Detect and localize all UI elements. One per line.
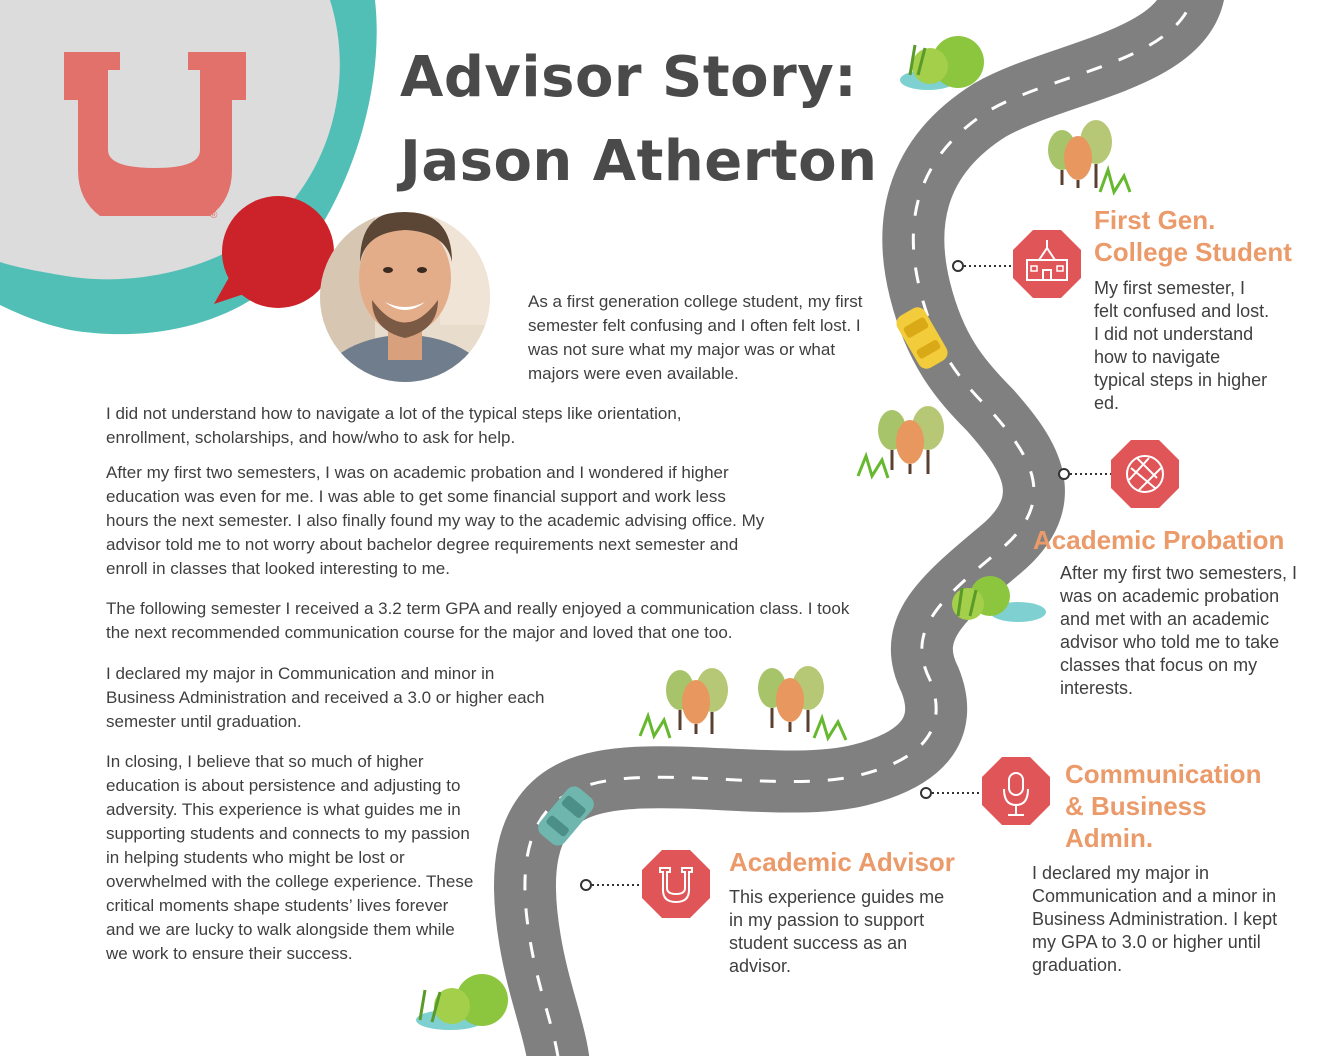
milestone-advisor-title: Academic Advisor bbox=[729, 847, 955, 877]
milestone-first-gen-title bbox=[1094, 204, 1334, 268]
milestone-communication-title-l1: Communication bbox=[1065, 759, 1262, 789]
bush-top bbox=[900, 36, 984, 90]
trees-upper-right bbox=[1048, 120, 1130, 192]
milestone-communication-title-l3: Admin. bbox=[1065, 823, 1154, 853]
page-title-line-1: Advisor Story: bbox=[400, 45, 858, 110]
connector-first-gen bbox=[953, 261, 1014, 271]
connector-communication bbox=[921, 788, 982, 798]
svg-text:®: ® bbox=[210, 210, 218, 221]
trees-lower-right bbox=[758, 666, 846, 740]
story-paragraph-1: I did not understand how to navigate a lot of the typical steps like orientation, enrollment, scholarships, and how/who to ask for help. bbox=[106, 404, 682, 447]
trees-lower-left bbox=[640, 668, 728, 738]
connector-probation bbox=[1059, 469, 1112, 479]
page-title-line-2: Jason Atherton bbox=[400, 129, 878, 194]
university-u-icon bbox=[642, 850, 710, 918]
school-building-icon bbox=[1013, 230, 1081, 298]
milestone-probation-text: After my first two semesters, I was on academic probation and met with an academic advisor who told me to take classes that focus on my interests. bbox=[1060, 563, 1298, 698]
trees-middle bbox=[858, 406, 944, 478]
milestone-communication-text: I declared my major in Communication and a minor in Business Administration. I kept my GPA to 3.0 or higher until graduation. bbox=[1032, 863, 1278, 975]
milestone-communication-title-l2: & Business bbox=[1065, 791, 1207, 821]
bush-bottom bbox=[416, 974, 508, 1030]
milestone-communication-title bbox=[1065, 758, 1325, 854]
milestone-first-gen-title-l1: First Gen. bbox=[1094, 205, 1216, 235]
story-paragraph-5: In closing, I believe that so much of higher education is about persistence and adjusting to adversity. This experience is what guides me in supporting students and connects to my passion in helping students who might be lost or overwhelmed with the college experience. These critical moments shape students’ lives forever and we are lucky to walk alongside them while we work to ensure their success. bbox=[106, 752, 474, 963]
connector-advisor bbox=[581, 880, 642, 890]
story-paragraph-3: The following semester I received a 3.2 term GPA and really enjoyed a communication class. I took the next recommended communication course for the major and loved that one too. bbox=[106, 599, 850, 642]
milestone-first-gen-title-l2: College Student bbox=[1094, 237, 1292, 267]
milestone-first-gen-text: My first semester, I felt confused and lost. I did not understand how to navigate typical steps in higher ed. bbox=[1094, 278, 1270, 413]
story-paragraph-2: After my first two semesters, I was on academic probation and I wondered if higher education was even for me. I was able to get some financial support and work less hours the next semester. I also finally found my way to the academic advising office. My advisor told me to not worry about bachelor degree requirements next semester and enroll in classes that looked interesting to me. bbox=[106, 463, 765, 578]
story-intro: As a first generation college student, my first semester felt confusing and I often felt lost. I was not sure what my major was or what majors were even available. bbox=[528, 292, 863, 383]
milestone-probation-title: Academic Probation bbox=[1033, 525, 1285, 555]
milestone-advisor-text: This experience guides me in my passion to support student success as an advisor. bbox=[729, 887, 945, 976]
camera-shutter-icon bbox=[1111, 440, 1179, 508]
story-paragraph-4: I declared my major in Communication and minor in Business Administration and received a 3.0 or higher each semester until graduation. bbox=[106, 664, 545, 731]
microphone-icon bbox=[982, 757, 1050, 825]
